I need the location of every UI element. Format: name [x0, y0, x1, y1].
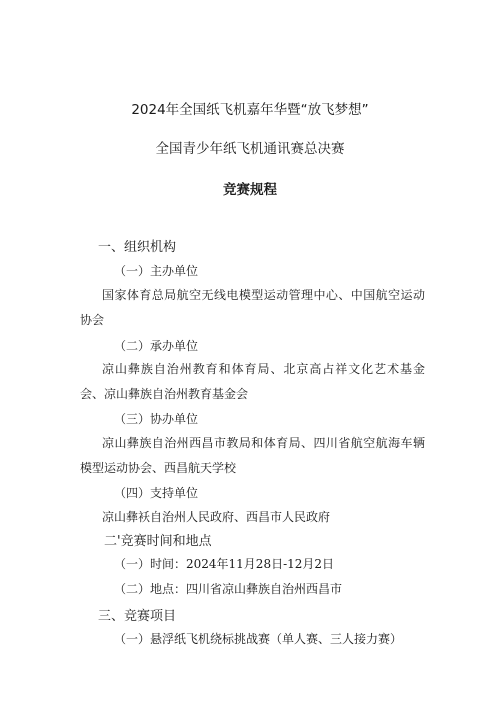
- section-1-sub-3-text: 凉山彝族自治州西昌市教局和体育局、四川省航空航海车辆模型运动协会、西昌航天学校: [80, 436, 425, 475]
- title-line-1: 2024年全国纸飞机嘉年华暨“放飞梦想”: [131, 102, 369, 118]
- section-1-sub-1-text: 国家体育总局航空无线电模型运动管理中心、中国航空运动协会: [80, 288, 425, 327]
- title-line-3: 竞赛规程: [223, 182, 277, 198]
- section-1-sub-2: （二）承办单位: [114, 339, 199, 353]
- section-1-sub-1: （一）主办单位: [114, 264, 199, 278]
- section-1-sub-3: （三）协办单位: [114, 412, 199, 426]
- section-1-heading: 一、组织机构: [98, 240, 177, 255]
- section-1-sub-4-text: 凉山彝袄自治州人民政府、西昌市人民政府: [102, 510, 331, 524]
- section-1-sub-2-text: 凉山彝族自治州教育和体育局、北京高占祥文化艺术基金会、凉山彝族自治州教育基金会: [80, 362, 425, 401]
- section-1-sub-4: （四）支持单位: [114, 486, 199, 500]
- section-2-sub-1: （一）时间：2024年11月28日-12月2日: [114, 557, 335, 571]
- section-3-heading: 三、竞赛项目: [98, 609, 177, 624]
- section-2-heading: 二'竞赛时间和地点: [104, 534, 212, 549]
- section-2-sub-2: （二）地点：四川省凉山彝族自治州西昌市: [114, 582, 343, 596]
- title-line-2: 全国青少年纸飞机通讯赛总决赛: [155, 141, 345, 157]
- section-3-sub-1: （一）悬浮纸飞机绕标挑战赛（单人赛、三人接力赛）: [114, 632, 403, 646]
